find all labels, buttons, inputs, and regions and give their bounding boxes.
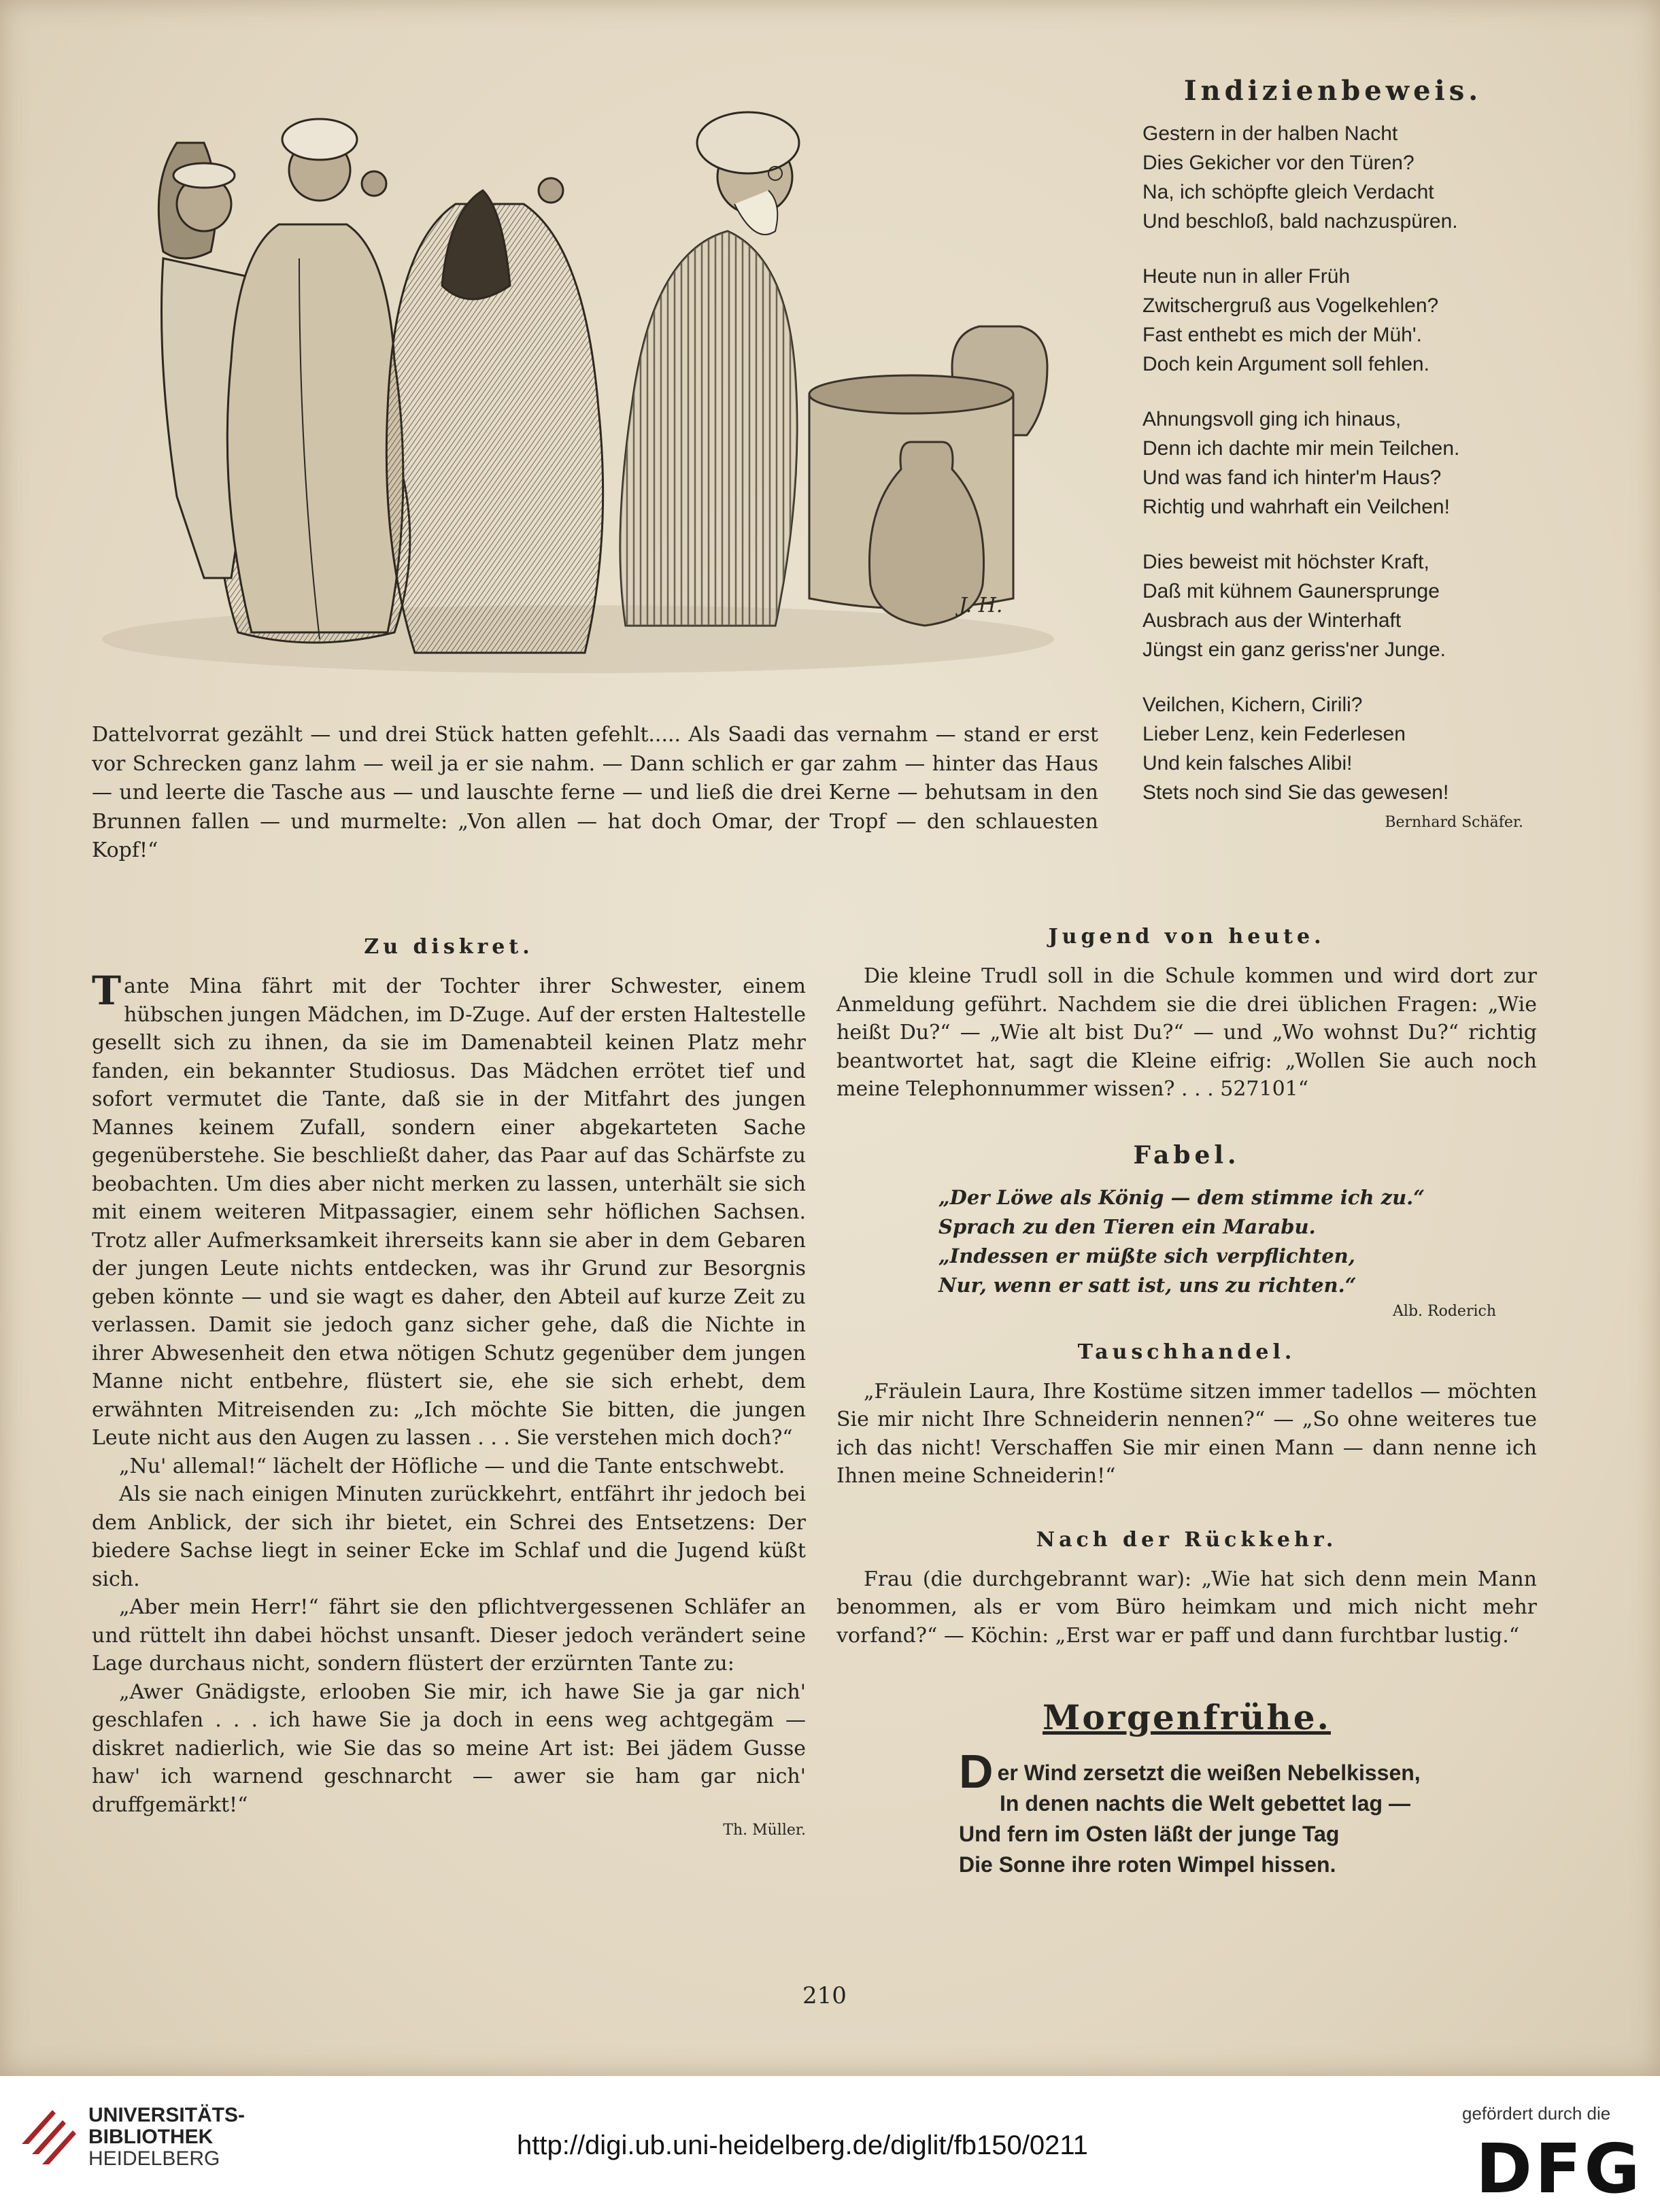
verse-line: Jüngst ein ganz geriss'ner Junge. [1142, 639, 1446, 661]
paragraph: „Aber mein Herr!“ fährt sie den pflichtvergessenen Schläfer an und rüttelt ihn dabei höchst unsanft. Dieser jedoch verändert seine Lage durchaus nicht, sondern flüstert der erzürnten Tante zu: [92, 1595, 806, 1675]
caption-text: Dattelvorrat gezählt — und drei Stück hatten gefehlt..... Als Saadi das vernahm — stand er erst vor Schrecken ganz lahm — weil ja er sie nahm. — Dann schlich er gar zahm — hinter das Haus — und leerte die Tasche aus — und lauschte ferne — und ließ die drei Kerne — behutsam in den Brunnen fallen — und murmelte: „Von allen — hat doch Omar, der Tropf — den schlauesten Kopf!“ [92, 723, 1098, 862]
stanza [1142, 262, 1523, 379]
verse-line-text: er Wind zersetzt die weißen Nebelkissen, [997, 1760, 1421, 1785]
fabel-author: Alb. Roderich [1393, 1302, 1496, 1320]
verse-line: Fast enthebt es mich der Müh'. [1142, 324, 1422, 346]
poem-indizienbeweis [1142, 75, 1523, 831]
university-library-logo-icon [15, 2096, 83, 2178]
library-name-line: BIBLIOTHEK [88, 2126, 214, 2148]
market-scene-illustration [102, 54, 1102, 680]
verse-line: Denn ich dachte mir mein Teilchen. [1142, 437, 1460, 460]
library-name-line: HEIDELBERG [88, 2147, 220, 2170]
illustration-caption [92, 721, 1098, 866]
poem-title: Indizienbeweis. [1183, 75, 1483, 107]
verse-line: Dies beweist mit höchster Kraft, [1142, 551, 1429, 573]
dfg-logo: DFG [1476, 2129, 1643, 2209]
morgenfruehe-poem [836, 1745, 1537, 1880]
drop-cap: T [92, 968, 122, 1014]
rueckkehr-title: Nach der Rückkehr. [1036, 1527, 1338, 1552]
library-name [88, 2105, 245, 2170]
verse-line: Veilchen, Kichern, Cirili? [1142, 694, 1363, 716]
fabel-verse [836, 1183, 1537, 1300]
rueckkehr-text: Frau (die durchgebrannt war): „Wie hat sich denn mein Mann benommen, als er vom Büro heimkam und mich nicht mehr vorfand?“ — Köchin: „Erst war er paff und dann furchtbar lustig.“ [836, 1567, 1537, 1648]
verse-line: Na, ich schöpfte gleich Verdacht [1142, 181, 1434, 203]
verse-line: Lieber Lenz, kein Federlesen [1142, 723, 1406, 745]
library-name-line: UNIVERSITÄTS- [88, 2104, 245, 2126]
verse-line: Gestern in der halben Nacht [1142, 122, 1398, 145]
verse-line: Sprach zu den Tieren ein Marabu. [938, 1214, 1316, 1238]
verse-line: Doch kein Argument soll fehlen. [1142, 353, 1429, 375]
illustration-signature: J. H. [959, 594, 1003, 617]
verse-line: Die Sonne ihre roten Wimpel hissen. [959, 1852, 1336, 1877]
verse-line: „Der Löwe als König — dem stimme ich zu.“ [938, 1185, 1425, 1209]
verse-line: Dies Gekicher vor den Türen? [1142, 152, 1415, 174]
right-column [836, 925, 1537, 1880]
verse-line: Stets noch sind Sie das gewesen! [1142, 781, 1449, 804]
poem-author: Bernhard Schäfer. [1385, 814, 1523, 831]
verse-line: In denen nachts die Welt gebettet lag — [1000, 1791, 1410, 1816]
verse-line: Ausbrach aus der Winterhaft [1142, 609, 1402, 632]
stanza [1142, 547, 1523, 664]
article-title: Zu diskret. [364, 935, 534, 959]
verse-line: Und was fand ich hinter'm Haus? [1142, 466, 1442, 489]
funded-by-label: gefördert durch die [1462, 2103, 1611, 2124]
paragraph: „Awer Gnädigste, erlooben Sie mir, ich hawe Sie ja gar nich' geschlafen . . . ich hawe Sie ja doch in eens weg achtgegäm — diskret nadierlich, wie Sie das so meine Art ist: Bei jädem Gusse haw' ich warnend geschnarcht — awer sie ham gar nich' druffgemärkt!“ [92, 1680, 806, 1817]
verse-line: Zwitschergruß aus Vogelkehlen? [1142, 294, 1439, 317]
verse-line: Und fern im Osten läßt der junge Tag [959, 1822, 1340, 1846]
jugend-text: Die kleine Trudl soll in die Schule kommen und wird dort zur Anmeldung geführt. Nachdem sie die drei üblichen Fragen: „Wie heißt Du?“ — „Wie alt bist Du?“ — und „Wo wohnst Du?“ richtig beantwortet hat, sagt die Kleine eifrig: „Wollen Sie auch noch meine Telephonnummer wissen? . . . 527101“ [836, 964, 1537, 1101]
verse-line [959, 1745, 1537, 1798]
verse-line: „Indessen er müßte sich verpflichten, [938, 1244, 1355, 1267]
article-zu-diskret [92, 935, 806, 1839]
paragraph [92, 968, 806, 1452]
fabel-title: Fabel. [1133, 1140, 1240, 1170]
stanza [1142, 119, 1523, 236]
verse-line: Richtig und wahrhaft ein Veilchen! [1142, 496, 1450, 518]
verse-line: Heute nun in aller Früh [1142, 265, 1351, 288]
paragraph: Als sie nach einigen Minuten zurückkehrt, entfährt ihr jedoch bei dem Anblick, der sich ihr bietet, ein Schrei des Entsetzens: Der biedere Sachse liegt in seiner Ecke im Schlaf und die Jugend küßt sich. [92, 1482, 806, 1591]
drop-cap: D [959, 1745, 994, 1798]
morgenfruehe-title: Morgenfrühe. [1043, 1697, 1331, 1737]
verse-line: Und kein falsches Alibi! [1142, 752, 1353, 775]
tauschhandel-text: „Fräulein Laura, Ihre Kostüme sitzen immer tadellos — möchten Sie mir nicht Ihre Schneiderin nennen?“ — „So ohne weiteres tue ich das nicht! Verschaffen Sie mir einen Mann — dann nenne ich Ihnen meine Schneiderin!“ [836, 1379, 1537, 1488]
jugend-title: Jugend von heute. [1048, 925, 1325, 949]
stanza [1142, 690, 1523, 807]
digitization-url-link[interactable]: http://digi.ub.uni-heidelberg.de/diglit/fb150/0211 [517, 2130, 1088, 2160]
paragraph: „Nu' allemal!“ lächelt der Höfliche — und die Tante entschwebt. [119, 1454, 785, 1478]
verse-line: Ahnungsvoll ging ich hinaus, [1142, 408, 1402, 430]
digitization-footer [0, 2076, 1660, 2212]
tauschhandel-title: Tauschhandel. [1077, 1340, 1296, 1364]
article-author: Th. Müller. [723, 1822, 806, 1839]
page-number: 210 [802, 1982, 847, 2009]
paragraph-text: ante Mina fährt mit der Tochter ihrer Schwester, einem hübschen jungen Mädchen, im D-Zuge. Auf der ersten Haltestelle gesellt sich zu ihnen, da sie im Damenabteil keinen Platz mehr fanden, ein bekannter Studiosus. Das Mädchen errötet tief und sofort vermutet die Tante, daß sie in der Mitfahrt des jungen Mannes keinem Zufall, sondern einer abgekarteten Sache gegenüberstehe. Sie beschließt daher, das Paar auf das Schärfste zu beobachten. Um dies aber nicht merken zu lassen, unterhält sie sich mit einem weiteren Mitpassagier, einem sehr höflichen Sachsen. Trotz aller Aufmerksamkeit ihrerseits kann sie aber in dem Gebaren der jungen Leute nichts entdecken, was ihr Grund zur Besorgnis geben könnte — und sie wagt es daher, den Abteil auf kurze Zeit zu verlassen. Damit sie jedoch ganz sicher gehe, daß die Nichte in ihrer Abwesenheit den etwa nötigen Schutz gegenüber dem jungen Manne nicht entbehre, flüstert sie, ehe sie sich erhebt, dem erwähnten Mitreisenden zu: „Ich möchte Sie bitten, die jungen Leute nicht aus den Augen zu lassen . . . Sie verstehen mich doch?“ [92, 974, 806, 1450]
verse-line: Und beschloß, bald nachzuspüren. [1142, 210, 1458, 233]
stanza [1142, 405, 1523, 522]
verse-line: Daß mit kühnem Gaunersprunge [1142, 580, 1440, 602]
verse-line: Nur, wenn er satt ist, uns zu richten.“ [938, 1273, 1357, 1297]
